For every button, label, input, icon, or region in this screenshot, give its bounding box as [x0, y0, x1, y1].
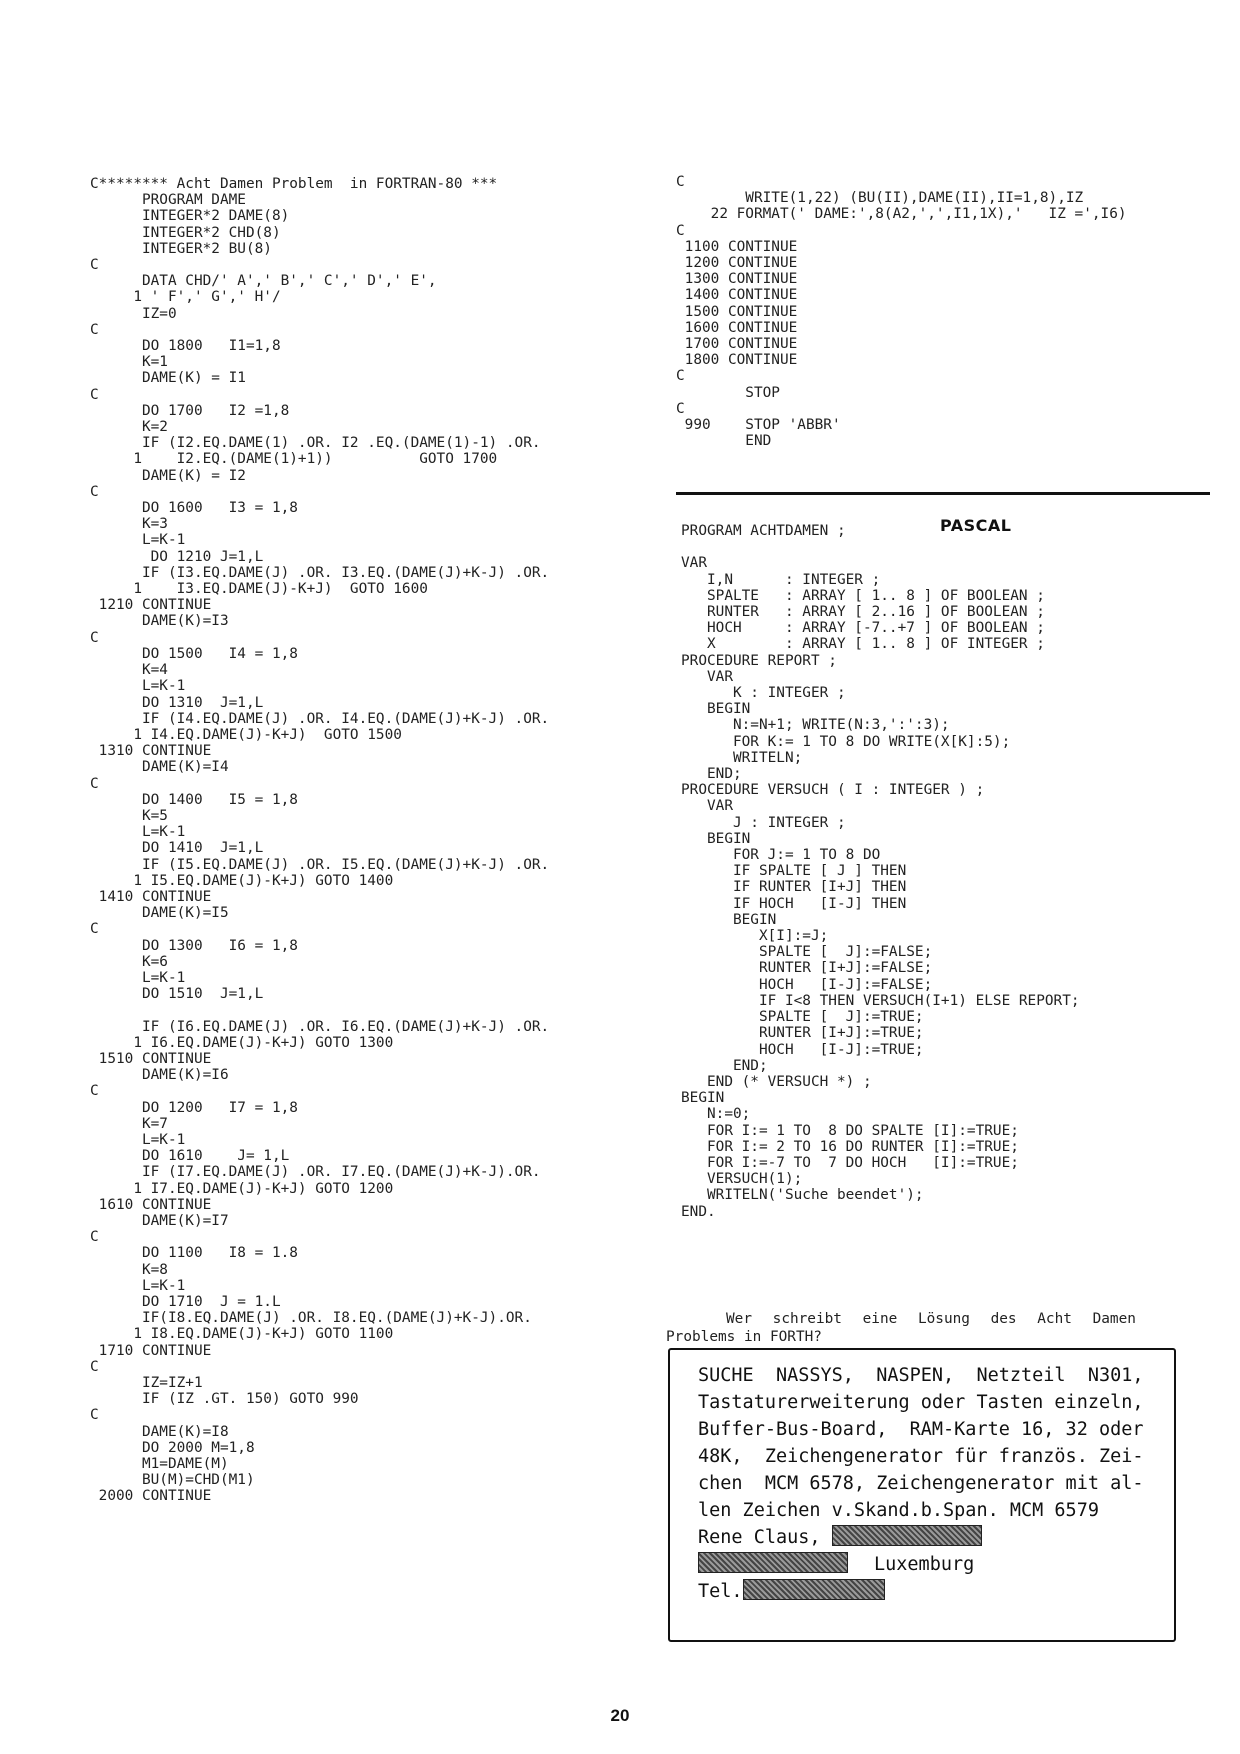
redacted-block	[698, 1552, 848, 1573]
classified-ad-box	[668, 1348, 1176, 1642]
fortran-listing: C******** Acht Damen Problem in FORTRAN-80 *** PROGRAM DAME INTEGER*2 DAME(8) INTEGER*2 CHD(8) INTEGER*2 BU(8) C DATA CHD/' A',' B',' C',' D',' E', 1 ' F',' G',' H'/ IZ=0 C DO 1800 I1=1,8 K=1 DAME(K) = I1 C DO 1700 I2 =1,8 K=2 IF (I2.EQ.DAME(1) .OR. I2 .EQ.(DAME(1)-1) .OR. 1 I2.EQ.(DAME(1)+1)) GOTO 1700 DAME(K) = I2 C DO 1600 I3 = 1,8 K=3 L=K-1 DO 1210 J=1,L IF (I3.EQ.DAME(J) .OR. I3.EQ.(DAME(J)+K-J) .OR. 1 I3.EQ.DAME(J)-K+J) GOTO 1600 1210 CONTINUE DAME(K)=I3 C DO 1500 I4 = 1,8 K=4 L=K-1 DO 1310 J=1,L IF (I4.EQ.DAME(J) .OR. I4.EQ.(DAME(J)+K-J) .OR. 1 I4.EQ.DAME(J)-K+J) GOTO 1500 1310 CONTINUE DAME(K)=I4 C DO 1400 I5 = 1,8 K=5 L=K-1 DO 1410 J=1,L IF (I5.EQ.DAME(J) .OR. I5.EQ.(DAME(J)+K-J) .OR. 1 I5.EQ.DAME(J)-K+J) GOTO 1400 1410 CONTINUE DAME(K)=I5 C DO 1300 I6 = 1,8 K=6 L=K-1 DO 1510 J=1,L IF (I6.EQ.DAME(J) .OR. I6.EQ.(DAME(J)+K-J) .OR. 1 I6.EQ.DAME(J)-K+J) GOTO 1300 1510 CONTINUE DAME(K)=I6 C DO 1200 I7 = 1,8 K=7 L=K-1 DO 1610 J= 1,L IF (I7.EQ.DAME(J) .OR. I7.EQ.(DAME(J)+K-J).OR. 1 I7.EQ.DAME(J)-K+J) GOTO 1200 1610 CONTINUE DAME(K)=I7 C DO 1100 I8 = 1.8 K=8 L=K-1 DO 1710 J = 1.L IF(I8.EQ.DAME(J) .OR. I8.EQ.(DAME(J)+K-J).OR. 1 I8.EQ.DAME(J)-K+J) GOTO 1100 1710 CONTINUE C IZ=IZ+1 IF (IZ .GT. 150) GOTO 990 C DAME(K)=I8 DO 2000 M=1,8 M1=DAME(M) BU(M)=CHD(M1) 2000 CONTINUE	[90, 176, 550, 1505]
redacted-block	[743, 1579, 885, 1600]
section-divider	[676, 492, 1210, 495]
pascal-label: PASCAL	[940, 516, 1012, 535]
ad-tel-label: Tel.	[698, 1581, 743, 1602]
question-line-1: Wer schreibt eine Lösung des Acht Damen	[726, 1311, 1136, 1327]
redacted-block	[832, 1525, 982, 1546]
ad-city: Luxemburg	[874, 1554, 975, 1575]
fortran-listing-continued: C WRITE(1,22) (BU(II),DAME(II),II=1,8),IZ 22 FORMAT(' DAME:',8(A2,',',I1,1X),' IZ =',I6) C 1100 CONTINUE 1200 CONTINUE 1300 CONTINUE 1400 CONTINUE 1500 CONTINUE 1600 CONTINUE 1700 CONTINUE 1800 CONTINUE C STOP C 990 STOP 'ABBR' END	[676, 174, 1127, 450]
forth-question	[666, 1310, 1186, 1346]
ad-name: Rene Claus,	[698, 1527, 821, 1548]
page-number: 20	[610, 1706, 630, 1725]
ad-body: SUCHE NASSYS, NASPEN, Netzteil N301, Tastaturerweiterung oder Tasten einzeln, Buffer-Bus-Board, RAM-Karte 16, 32 oder 48K, Zeichengenerator für französ. Zei- chen MCM 6578, Zeichengenerator mit al- len Zeichen v.Skand.b.Span. MCM 6579	[698, 1365, 1144, 1521]
classified-ad	[698, 1362, 1144, 1605]
question-line-2: Problems in FORTH?	[666, 1329, 822, 1345]
pascal-listing: PROGRAM ACHTDAMEN ; VAR I,N : INTEGER ; SPALTE : ARRAY [ 1.. 8 ] OF BOOLEAN ; RUNTER : ARRAY [ 2..16 ] OF BOOLEAN ; HOCH : ARRAY [-7..+7 ] OF BOOLEAN ; X : ARRAY [ 1.. 8 ] OF INTEGER ; PROCEDURE REPORT ; VAR K : INTEGER ; BEGIN N:=N+1; WRITE(N:3,':':3); FOR K:= 1 TO 8 DO WRITE(X[K]:5); WRITELN; END; PROCEDURE VERSUCH ( I : INTEGER ) ; VAR J : INTEGER ; BEGIN FOR J:= 1 TO 8 DO IF SPALTE [ J ] THEN IF RUNTER [I+J] THEN IF HOCH [I-J] THEN BEGIN X[I]:=J; SPALTE [ J]:=FALSE; RUNTER [I+J]:=FALSE; HOCH [I-J]:=FALSE; IF I<8 THEN VERSUCH(I+1) ELSE REPORT; SPALTE [ J]:=TRUE; RUNTER [I+J]:=TRUE; HOCH [I-J]:=TRUE; END; END (* VERSUCH *) ; BEGIN N:=0; FOR I:= 1 TO 8 DO SPALTE [I]:=TRUE; FOR I:= 2 TO 16 DO RUNTER [I]:=TRUE; FOR I:=-7 TO 7 DO HOCH [I]:=TRUE; VERSUCH(1); WRITELN('Suche beendet'); END.	[681, 523, 1080, 1220]
